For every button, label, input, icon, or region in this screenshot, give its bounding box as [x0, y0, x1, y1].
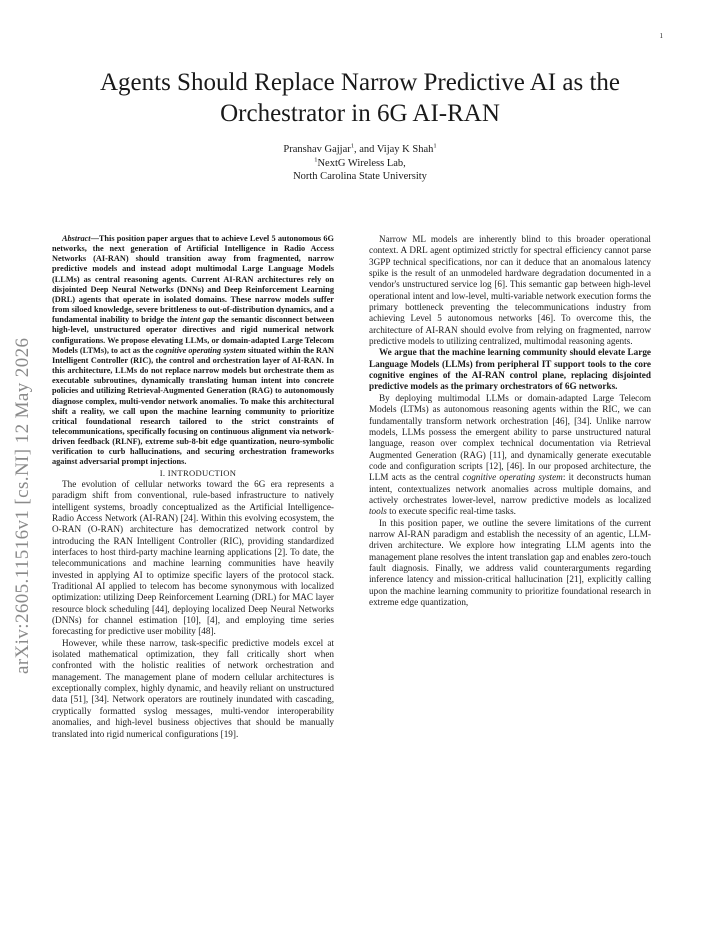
author-institution: North Carolina State University	[293, 171, 427, 182]
intro-paragraph-2: However, while these narrow, task-specific predictive models excel at isolated mathematical optimization, they fall critically short when confronted with the holistic realities of network orchestration and management. The management plane of modern cellular architectures is exceptionally complex, highly dynamic, and heavily reliant on unstructured data [51], [34]. Network operators are routinely inundated with cascading, cryptically formatted syslog messages, multi-vendor interoperability anomalies, and high-level business objectives that should be manually translated into rigid numerical configurations [19].	[52, 637, 334, 739]
intro-paragraph-3: Narrow ML models are inherently blind to this broader operational context. A DRL agent optimized strictly for spectral efficiency cannot parse 3GPP technical specifications, nor can it deduce that an anomalous latency spike is the result of an unmodeled hardware degradation documented in a vendor's unstructured service log [6]. This semantic gap between high-level operational intent and low-level, multi-variable network execution forms the primary bottleneck preventing the telecommunications industry from achieving Level 5 autonomous networks [46]. To overcome this, the architecture of AI-RAN should evolve from relying on fragmented, narrow predictive models to utilizing centralized, multimodal reasoning agents.	[369, 234, 651, 347]
intro-position-statement: We argue that the machine learning community should elevate Large Language Models (LLMs) from peripheral IT support tools to the core cognitive engines of the AI-RAN control plane, replacing disjointed predictive models as the primary orchestrators of 6G networks.	[369, 347, 651, 392]
author-block	[160, 143, 560, 184]
intro-paragraph-5: By deploying multimodal LLMs or domain-adapted Large Telecom Models (LTMs) as autonomous reasoning agents within the RIC, we can fundamentally transform network orchestration [46], [34]. Unlike narrow models, LLMs possess the emergent ability to parse unstructured natural language, reason over complex technical documentation via Retrieval Augmented Generation (RAG) [11], and dynamically generate executable code and configuration scripts [12], [46]. In our proposed architecture, the LLM acts as the central cognitive operating system: it deconstructs human intent, contextualizes network anomalies across multiple domains, and actively orchestrates lower-level, narrow predictive models as localized tools to execute specific real-time tasks.	[369, 392, 652, 517]
author-names: Pranshav Gajjar$^1$, and Vijay K Shah$^1$	[283, 142, 437, 155]
left-column	[52, 234, 334, 740]
section-heading-introduction: I. INTRODUCTION	[159, 467, 237, 478]
abstract: Abstract—This position paper argues that to achieve Level 5 autonomous 6G networks, the next generation of Artificial Intelligence in Radio Access Networks (AI-RAN) should transition away from fragmented, narrow predictive models and instead adopt multimodal Large Language Models (LLMs) as central reasoning agents. Current AI-RAN architectures rely on disjointed Deep Neural Networks (DNNs) and Deep Reinforcement Learning (DRL) agents that operate in isolated domains. These narrow models suffer from siloed knowledge, severe brittleness to out-of-distribution dynamics, and a fundamental inability to bridge the intent gap the semantic disconnect between high-level, unstructured operator directives and rigid numerical network configurations. We propose elevating LLMs, or domain-adapted Large Telecom Models (LTMs), to act as the cognitive operating system situated within the RAN Intelligent Controller (RIC), the control and orchestration layer of AI-RAN. In this architecture, LLMs do not replace narrow models but orchestrate them as executable subroutines, dynamically translating human intent into concrete policies and utilizing Retrieval-Augmented Generation (RAG) to autonomously diagnose complex, multi-vendor network anomalies. To make this architectural shift a reality, we call upon the machine learning community to prioritize critical foundational research tailored to the strict constraints of telecommunications, specifically focusing on continuous alignment via network-driven feedback (RLNF), extreme sub-8-bit edge quantization, neuro-symbolic verification to curb hallucinations, and securing orchestration frameworks against adversarial prompt injections.	[52, 234, 335, 467]
page-number: 1	[659, 32, 663, 40]
intro-paragraph-6: In this position paper, we outline the severe limitations of the current narrow AI-RAN paradigm and establish the necessity of an agentic, LLM-driven architecture. We explore how integrating LLM agents into the management plane resolves the intent translation gap and enables zero-touch fault diagnosis. Finally, we address valid counterarguments regarding inference latency and mission-critical hallucination [21], explicitly calling upon the machine learning community to prioritize foundational research in extreme edge quantization,	[369, 517, 651, 607]
author-affiliation: $^1$NextG Wireless Lab,	[314, 156, 406, 169]
arxiv-side-stamp: arXiv:2605.11516v1 [cs.NI] 12 May 2026	[12, 337, 33, 674]
right-column	[369, 234, 651, 608]
paper-title: Agents Should Replace Narrow Predictive AI as the Orchestrator in 6G AI-RAN	[99, 69, 620, 127]
intro-paragraph-1: The evolution of cellular networks toward the 6G era represents a paradigm shift from conventional, rule-based infrastructure to natively intelligent systems, broadly conceptualized as the Artificial Intelligence-Radio Access Network (AI-RAN) [24]. Within this evolving ecosystem, the O-RAN (O-RAN) architecture has democratized network control by introducing the RAN Intelligent Controller (RIC), providing standardized interfaces to host third-party machine learning applications [2]. To date, the telecommunications and machine learning communities have heavily invested in applying AI to optimize specific layers of the protocol stack. Traditional AI applied to telecom has become synonymous with localized optimization: utilizing Deep Reinforcement Learning (DRL) for MAC layer resource block scheduling [44], deploying localized Deep Neural Networks (DNNs) for channel estimation [10], [4], and employing time series forecasting for predictive user mobility [48].	[52, 478, 334, 637]
abstract-label: Abstract	[62, 234, 91, 243]
